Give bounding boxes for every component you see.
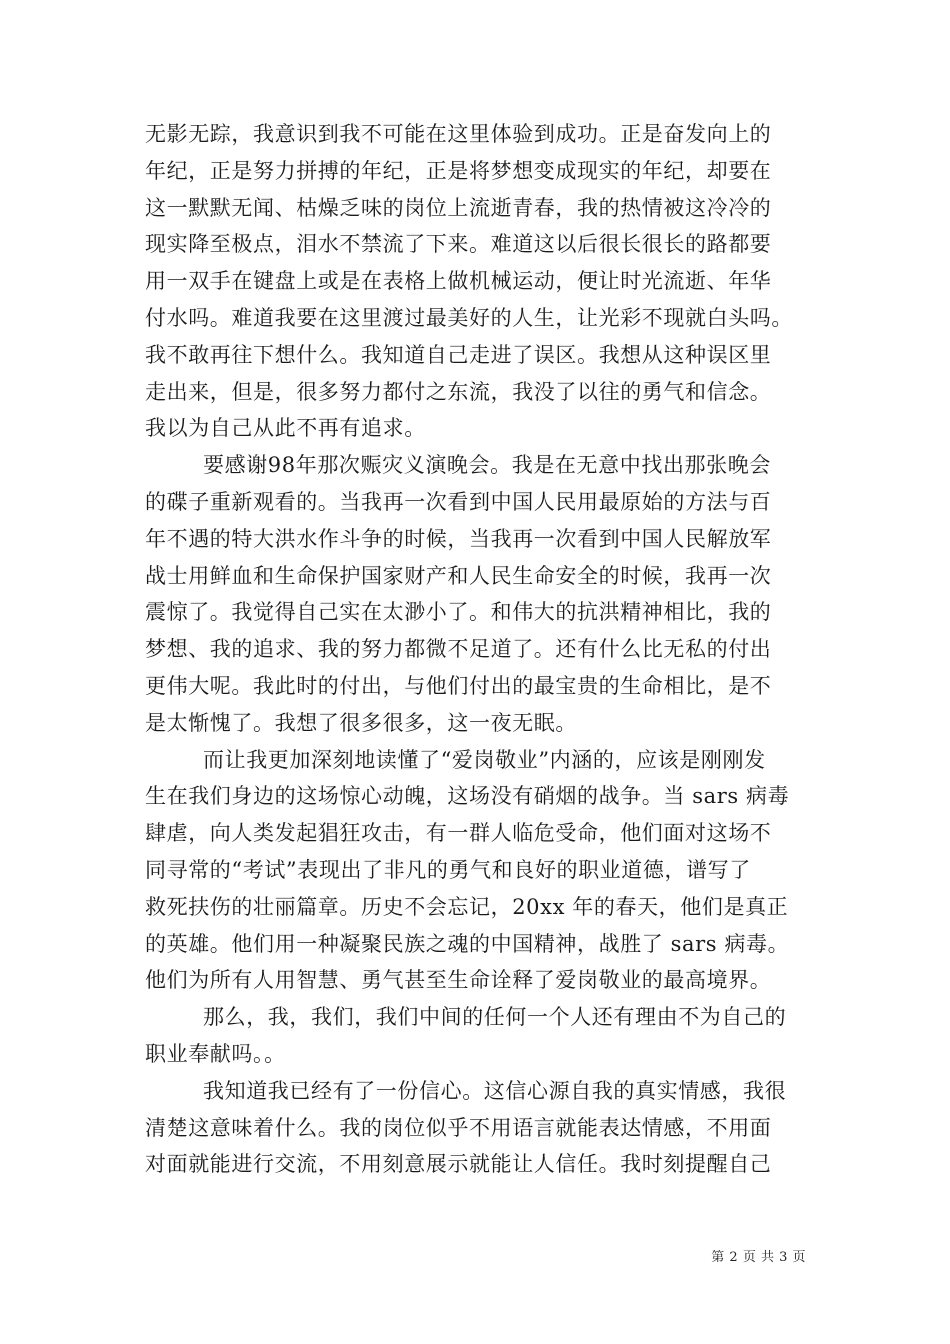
text-line: 付水吗。难道我要在这里渡过最美好的人生，让光彩不现就白头吗。 — [145, 305, 793, 330]
text-line: 梦想、我的追求、我的努力都微不足道了。还有什么比无私的付出 — [145, 637, 772, 662]
text-line: 我不敢再往下想什么。我知道自己走进了误区。我想从这种误区里 — [145, 342, 772, 367]
paragraph-start-line: 那么，我，我们，我们中间的任何一个人还有理由不为自己的 — [203, 1005, 787, 1030]
text-line: 现实降至极点，泪水不禁流了下来。难道这以后很长很长的路都要 — [145, 232, 772, 257]
text-line: 对面就能进行交流，不用刻意展示就能让人信任。我时刻提醒自己 — [145, 1152, 772, 1177]
paragraph-start-line: 要感谢98年那次赈灾义演晚会。我是在无意中找出那张晚会 — [203, 453, 771, 478]
text-line: 是太惭愧了。我想了很多很多，这一夜无眠。 — [145, 710, 577, 735]
page-number: 第 2 页 共 3 页 — [711, 1250, 806, 1265]
text-line: 无影无踪，我意识到我不可能在这里体验到成功。正是奋发向上的 — [145, 122, 772, 146]
text-line: 年纪，正是努力拼搏的年纪，正是将梦想变成现实的年纪，却要在 — [145, 158, 772, 183]
text-line: 肆虐，向人类发起猖狂攻击，有一群人临危受命，他们面对这场不 — [145, 821, 772, 846]
text-line: 同寻常的“考试”表现出了非凡的勇气和良好的职业道德，谱写了 — [145, 857, 751, 882]
text-line: 用一双手在键盘上或是在表格上做机械运动，便让时光流逝、年华 — [145, 269, 772, 294]
text-line: 的英雄。他们用一种凝聚民族之魂的中国精神，战胜了 sars 病毒。 — [145, 931, 790, 956]
text-line: 年不遇的特大洪水作斗争的时候，当我再一次看到中国人民解放军 — [145, 526, 772, 551]
text-line: 这一默默无闻、枯燥乏味的岗位上流逝青春，我的热情被这冷冷的 — [145, 195, 772, 220]
text-line: 生在我们身边的这场惊心动魄，这场没有硝烟的战争。当 sars 病毒 — [145, 784, 790, 809]
text-line: 战士用鲜血和生命保护国家财产和人民生命安全的时候，我再一次 — [145, 563, 772, 588]
text-line: 救死扶伤的壮丽篇章。历史不会忘记，20xx 年的春天，他们是真正 — [145, 894, 789, 919]
text-line: 的碟子重新观看的。当我再一次看到中国人民用最原始的方法与百 — [145, 489, 772, 514]
paragraph-start-line: 而让我更加深刻地读懂了“爱岗敬业”内涵的，应该是刚刚发 — [203, 747, 766, 772]
text-line: 清楚这意味着什么。我的岗位似乎不用语言就能表达情感，不用面 — [145, 1115, 772, 1140]
text-line: 他们为所有人用智慧、勇气甚至生命诠释了爱岗敬业的最高境界。 — [145, 968, 772, 993]
paragraph-start-line: 我知道我已经有了一份信心。这信心源自我的真实情感，我很 — [203, 1078, 787, 1103]
document-body — [145, 116, 810, 1183]
text-line: 走出来，但是，很多努力都付之东流，我没了以往的勇气和信念。 — [145, 379, 772, 404]
text-line: 我以为自己从此不再有追求。 — [145, 416, 426, 441]
text-line: 震惊了。我觉得自己实在太渺小了。和伟大的抗洪精神相比，我的 — [145, 600, 772, 625]
text-line: 更伟大呢。我此时的付出，与他们付出的最宝贵的生命相比，是不 — [145, 673, 772, 698]
text-line: 职业奉献吗。。 — [145, 1041, 286, 1066]
